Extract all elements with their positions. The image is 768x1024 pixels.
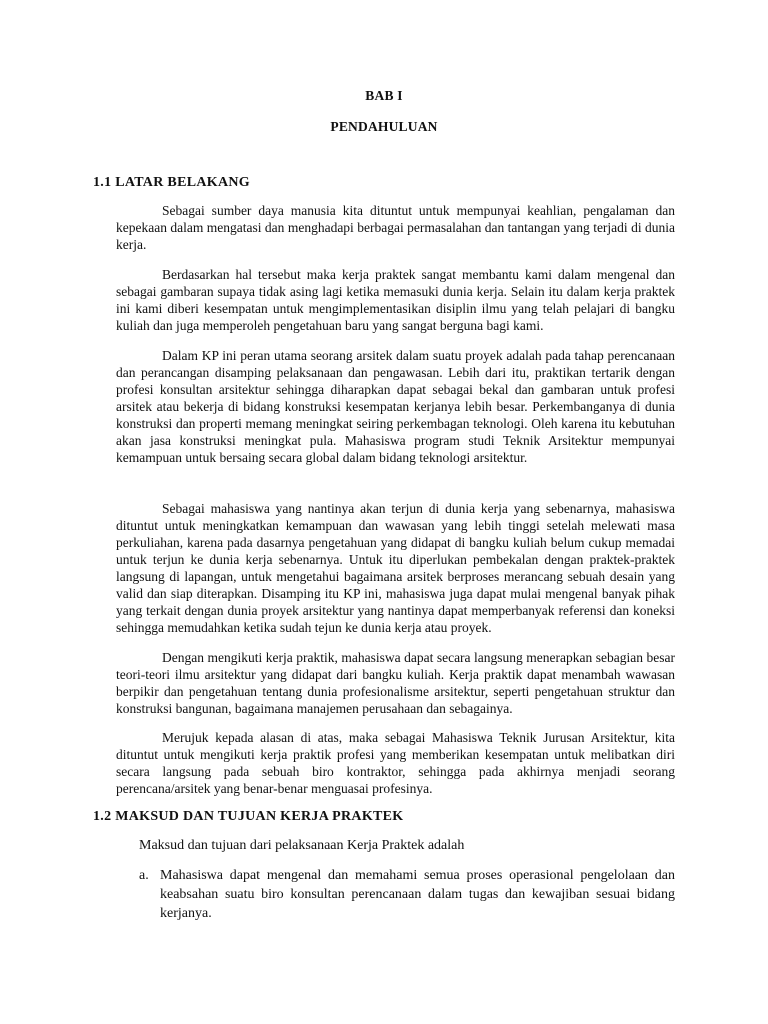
list-item: [139, 866, 675, 923]
chapter-number: BAB I: [365, 88, 403, 103]
paragraph: Dalam KP ini peran utama seorang arsitek dalam suatu proyek adalah pada tahap perencanaan dan perancangan disamping pelaksanaan dan pengawasan. Lebih dari itu, praktikan tertarik dengan profesi konsultan arsitektur sehingga diharapkan dapat sebagai bekal dan gambaran untuk profesi arsitek atau bekerja di bidang konstruksi kesempatan kerjanya lebih besar. Perkembanganya di dunia konstruksi dan properti memang meningkat seiring perkembagan teknologi. Oleh karena itu kebutuhan akan jasa konstruksi meningkat pula. Mahasiswa program studi Teknik Arsitektur mempunyai kemampuan untuk bersaing secara global dalam bidang teknologi arsitektur.: [116, 348, 675, 465]
paragraph: Sebagai mahasiswa yang nantinya akan terjun di dunia kerja yang sebenarnya, mahasiswa dituntut untuk meningkatkan kemampuan dan wawasan yang lebih tinggi setelah melewati masa perkuliahan, karena pada dasarnya pengetahuan yang didapat di bangku kuliah belum cukup memadai untuk terjun ke dunia kerja sebenarnya. Untuk itu diperlukan pembekalan dengan praktek-praktek langsung di lapangan, untuk mengetahui bagaimana arsitek berproses merancang sebuah desain yang valid dan siap diterapkan. Disamping itu KP ini, mahasiswa juga dapat mulai mengenal banyak pihak yang terkait dengan dunia proyek arsitektur yang nantinya dapat memperbanyak referensi dan koneksi sehingga memudahkan ketika sudah tejun ke dunia kerja atau proyek.: [116, 501, 675, 635]
section-intro: Maksud dan tujuan dari pelaksanaan Kerja Praktek adalah: [139, 838, 465, 853]
list-marker: a.: [139, 868, 149, 883]
paragraph: Berdasarkan hal tersebut maka kerja praktek sangat membantu kami dalam mengenal dan sebagai gambaran supaya tidak asing lagi ketika memasuki dunia kerja. Selain itu dalam kerja praktek ini kami diberi kesempatan untuk mengimplementasikan disiplin ilmu yang telah pelajari di bangku kuliah dan juga memperoleh pengetahuan baru yang sangat berguna bagi kami.: [116, 267, 675, 333]
section-heading-latar-belakang: 1.1 LATAR BELAKANG: [93, 175, 250, 190]
paragraph: Sebagai sumber daya manusia kita dituntut untuk mempunyai keahlian, pengalaman dan kepekaan dalam mengatasi dan menghadapi berbagai permasalahan dan tantangan yang terjadi di dunia kerja.: [116, 203, 675, 252]
paragraph: Dengan mengikuti kerja praktik, mahasiswa dapat secara langsung menerapkan sebagian besar teori-teori ilmu arsitektur yang didapat dari bangku kuliah. Kerja praktik dapat menambah wawasan berpikir dan pengetahuan tentang dunia profesionalisme arsitektur, seperti pengetahuan struktur dan konstruksi bangunan, bagaimana manajemen perusahaan dan sebagainya.: [116, 650, 675, 716]
chapter-title: PENDAHULUAN: [330, 119, 438, 134]
list-item-text: Mahasiswa dapat mengenal dan memahami semua proses operasional pengelolaan dan keabsahan suatu biro konsultan perencanaan dalam tugas dan kewajiban sesuai bidang kerjanya.: [160, 868, 675, 921]
paragraph: Merujuk kepada alasan di atas, maka sebagai Mahasiswa Teknik Jurusan Arsitektur, kita dituntut untuk mengikuti kerja praktik profesi yang memberikan kesempatan untuk melibatkan diri secara langsung pada sebuah biro kontraktor, sehingga pada akhirnya menjadi seorang perencana/arsitek yang benar-benar menguasai profesinya.: [116, 730, 675, 796]
section-heading-maksud-tujuan: 1.2 MAKSUD DAN TUJUAN KERJA PRAKTEK: [93, 809, 404, 824]
